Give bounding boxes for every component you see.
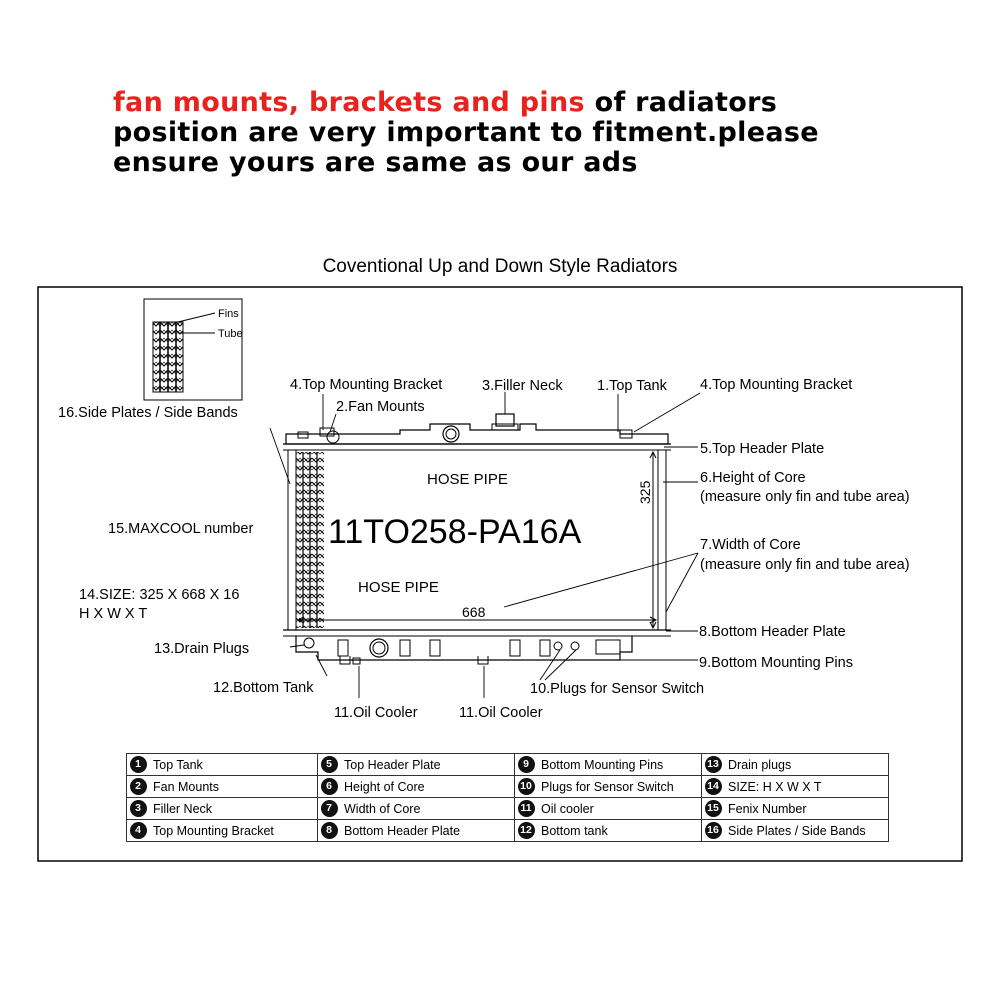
- legend-number-cell: [127, 798, 150, 820]
- width-dimension: 668: [462, 604, 486, 620]
- callout-top-mounting-bracket-left: 4.Top Mounting Bracket: [290, 377, 443, 393]
- legend-row: [127, 754, 889, 776]
- inset-fins-label: Fins: [218, 308, 239, 320]
- legend-number-cell: [127, 820, 150, 842]
- legend-number-badge: 16: [705, 822, 722, 839]
- parts-legend: [126, 753, 889, 842]
- legend-number-cell: [702, 776, 725, 798]
- callout-width-note: (measure only fin and tube area): [700, 557, 910, 573]
- legend-row: [127, 798, 889, 820]
- legend-number-badge: 9: [518, 756, 535, 773]
- legend-label: Plugs for Sensor Switch: [537, 776, 702, 798]
- callout-side-plates: 16.Side Plates / Side Bands: [58, 405, 238, 421]
- legend-label: Top Mounting Bracket: [149, 820, 318, 842]
- callout-fan-mounts: 2.Fan Mounts: [336, 399, 425, 415]
- hose-pipe-bottom-label: HOSE PIPE: [358, 579, 439, 596]
- legend-number-badge: 6: [321, 778, 338, 795]
- legend-number-badge: 11: [518, 800, 535, 817]
- callout-height-of-core: 6.Height of Core: [700, 470, 806, 486]
- legend-label: Fenix Number: [724, 798, 889, 820]
- legend-label: Bottom tank: [537, 820, 702, 842]
- legend-label: Height of Core: [340, 776, 515, 798]
- legend-number-badge: 4: [130, 822, 147, 839]
- legend-number-badge: 15: [705, 800, 722, 817]
- legend-number-badge: 5: [321, 756, 338, 773]
- callout-oil-cooler-1: 11.Oil Cooler: [334, 705, 418, 721]
- legend-number-cell: [318, 754, 341, 776]
- legend-number-cell: [702, 754, 725, 776]
- callout-size: 14.SIZE: 325 X 668 X 16: [79, 587, 240, 603]
- callout-maxcool-number: 15.MAXCOOL number: [108, 521, 254, 537]
- legend-label: Drain plugs: [724, 754, 889, 776]
- legend-number-badge: 14: [705, 778, 722, 795]
- legend-number-badge: 13: [705, 756, 722, 773]
- callout-filler-neck: 3.Filler Neck: [482, 378, 563, 394]
- legend-number-badge: 10: [518, 778, 535, 795]
- legend-number-cell: [127, 776, 150, 798]
- callout-top-tank: 1.Top Tank: [597, 378, 667, 394]
- legend-row: [127, 776, 889, 798]
- legend-label: Top Header Plate: [340, 754, 515, 776]
- height-dimension: 325: [637, 480, 653, 504]
- legend-number-badge: 1: [130, 756, 147, 773]
- legend-number-cell: [127, 754, 150, 776]
- legend-number-cell: [318, 820, 341, 842]
- callout-top-mounting-bracket-right: 4.Top Mounting Bracket: [700, 377, 853, 393]
- callout-bottom-mounting-pins: 9.Bottom Mounting Pins: [699, 655, 853, 671]
- legend-number-cell: [515, 820, 538, 842]
- legend-number-cell: [702, 820, 725, 842]
- legend-number-badge: 7: [321, 800, 338, 817]
- legend-number-cell: [318, 776, 341, 798]
- callout-height-note: (measure only fin and tube area): [700, 489, 910, 505]
- diagram-title: Coventional Up and Down Style Radiators: [322, 256, 678, 277]
- legend-number-cell: [515, 776, 538, 798]
- legend-number-badge: 12: [518, 822, 535, 839]
- legend-number-badge: 2: [130, 778, 147, 795]
- callout-bottom-header-plate: 8.Bottom Header Plate: [699, 624, 846, 640]
- legend-label: SIZE: H X W X T: [724, 776, 889, 798]
- legend-number-badge: 3: [130, 800, 147, 817]
- legend-label: Bottom Mounting Pins: [537, 754, 702, 776]
- legend-label: Fan Mounts: [149, 776, 318, 798]
- notice-line-1-rest: of radiators: [584, 87, 778, 118]
- legend-label: Side Plates / Side Bands: [724, 820, 889, 842]
- legend-label: Bottom Header Plate: [340, 820, 515, 842]
- notice-line-3: ensure yours are same as our ads: [113, 147, 638, 178]
- legend-label: Filler Neck: [149, 798, 318, 820]
- legend-label: Width of Core: [340, 798, 515, 820]
- callout-bottom-tank: 12.Bottom Tank: [213, 680, 314, 696]
- legend-number-cell: [702, 798, 725, 820]
- callout-plugs-sensor: 10.Plugs for Sensor Switch: [530, 681, 705, 697]
- legend-label: Top Tank: [149, 754, 318, 776]
- notice-line-2: position are very important to fitment.please: [113, 117, 819, 148]
- callout-drain-plugs: 13.Drain Plugs: [154, 641, 250, 657]
- fins-tube-inset: [144, 299, 243, 400]
- part-number: 11TO258-PA16A: [328, 513, 582, 551]
- legend-number-cell: [515, 754, 538, 776]
- hose-pipe-top-label: HOSE PIPE: [427, 471, 508, 488]
- callout-size-code: H X W X T: [79, 606, 148, 622]
- callout-width-of-core: 7.Width of Core: [700, 537, 801, 553]
- callout-oil-cooler-2: 11.Oil Cooler: [459, 705, 543, 721]
- legend-number-badge: 8: [321, 822, 338, 839]
- inset-tube-label: Tube: [218, 328, 243, 340]
- legend-number-cell: [515, 798, 538, 820]
- legend-number-cell: [318, 798, 341, 820]
- callout-top-header-plate: 5.Top Header Plate: [700, 441, 825, 457]
- legend-label: Oil cooler: [537, 798, 702, 820]
- notice-highlight: fan mounts, brackets and pins: [113, 87, 585, 118]
- legend-row: [127, 820, 889, 842]
